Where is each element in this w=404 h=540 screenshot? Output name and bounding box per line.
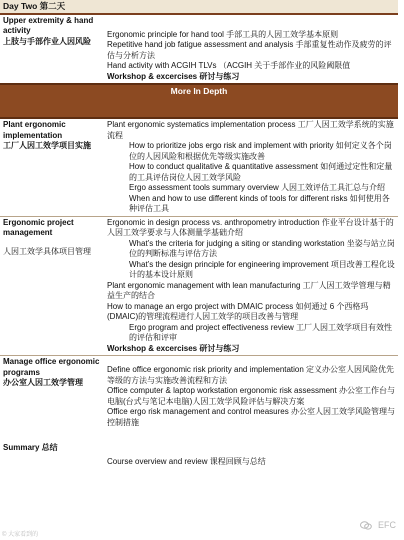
chat-icon [360, 521, 372, 530]
topic-chinese: 人因工效学具体项目管理 [3, 246, 91, 256]
content-line: Office computer & laptop workstation ergonomic risk assessment 办公室工作台与电脑(台式与笔记本电脑)人因工效学风险评估与解决方案 [107, 386, 395, 406]
watermark [360, 520, 396, 530]
spacer [107, 16, 395, 30]
content-line: What’s the criteria for judging a siting or standing workstation 坐姿与站立岗位的判断标准与评估方法 [129, 238, 395, 258]
content-line: Office ergo risk management and control measures 办公室人因工效学风险管理与控制措施 [107, 407, 395, 427]
workshop-line: Workshop & excercises 研讨与练习 [107, 71, 240, 81]
schedule-row [0, 118, 398, 216]
content-line: Ergonomic principle for hand tool 手部工具的人因工效学基本原则 [107, 29, 339, 39]
content-cell [104, 14, 398, 85]
day-title: Day Two 第二天 [0, 0, 398, 14]
schedule-row [0, 14, 398, 85]
content-line: Ergo program and project effectiveness review 工厂人因工效学项目有效性的评估和评审 [129, 322, 393, 342]
content-line: How to manage an ergo project with DMAIC process 如何通过 6 个西格玛(DMAIC)的管理流程进行人因工效学的项目改善与管理 [107, 301, 369, 321]
schedule-row [0, 216, 398, 356]
content-cell [104, 216, 398, 356]
content-line: How to conduct qualitative & quantitative assessment 如何通过定性和定量的工具评估岗位人因工效学风险 [129, 162, 393, 182]
more-in-depth-band [0, 84, 398, 118]
content-cell [104, 429, 398, 469]
topic-cell [0, 356, 104, 430]
topic-chinese: 工厂人因工效学项目实施 [3, 141, 91, 150]
topic-english: Summary 总结 [3, 443, 58, 452]
content-line: How to prioritize jobs ergo risk and implement with priority 如何定义各个岗位的人因风险和根据优先等级实施改善 [129, 141, 392, 161]
content-line: Define office ergonomic risk priority and implementation 定义办公室人因风险优先等级的方法与实施改善流程和方法 [107, 365, 395, 385]
topic-chinese: 上肢与手部作业人因风险 [3, 36, 91, 46]
content-line: What’s the design principle for engineering improvement 项目改善工程化设计的基本设计原则 [129, 259, 395, 279]
topic-english: Plant ergonomic implementation [3, 120, 66, 140]
topic-cell [0, 216, 104, 356]
workshop-line: Workshop & excercises 研讨与练习 [107, 343, 240, 353]
spacer [107, 357, 395, 365]
content-line: When and how to use different kinds of tools for different risks 如何使用各种评估工具 [129, 193, 390, 213]
topic-english: Manage office ergonomic programs [3, 357, 100, 377]
day-header-row [0, 0, 398, 14]
content-line: Repetitive hand job fatigue assessment and analysis 手部重复性动作及疲劳的评估与分析方法 [107, 40, 392, 60]
topic-cell [0, 429, 104, 469]
content-line: Ergo assessment tools summary overview 人因工效评估工具汇总与介绍 [129, 183, 386, 192]
topic-english: Upper extremity & hand activity [3, 15, 94, 35]
corner-mark: © 大家看到的 [2, 532, 39, 538]
schedule-row [0, 429, 398, 469]
band-title: More In Depth [0, 84, 398, 118]
content-line: Plant ergonomic systematics implementation process 工厂人因工效学系统的实施流程 [107, 120, 394, 140]
topic-cell [0, 14, 104, 85]
content-cell [104, 356, 398, 430]
content-line: Hand activity with ACGIH TLVs （ACGIH 关于手部作业的风险阈限值 [107, 61, 351, 70]
topic-chinese: 办公室人因工效学管理 [3, 378, 83, 387]
content-line: Course overview and review 课程回顾与总结 [107, 457, 266, 466]
topic-english: Ergonomic project management [3, 217, 74, 237]
watermark-text: EFC [378, 519, 396, 530]
topic-cell [0, 118, 104, 216]
content-line: Ergonomic in design process vs. anthropometry introduction 作业平台设计基于的人因工效学要求与人体测量学基础介绍 [107, 217, 394, 237]
content-line: Plant ergonomic management with lean manufacturing 工厂人因工效学管理与精益生产的结合 [107, 280, 391, 300]
schedule-row [0, 356, 398, 430]
content-cell [104, 118, 398, 216]
